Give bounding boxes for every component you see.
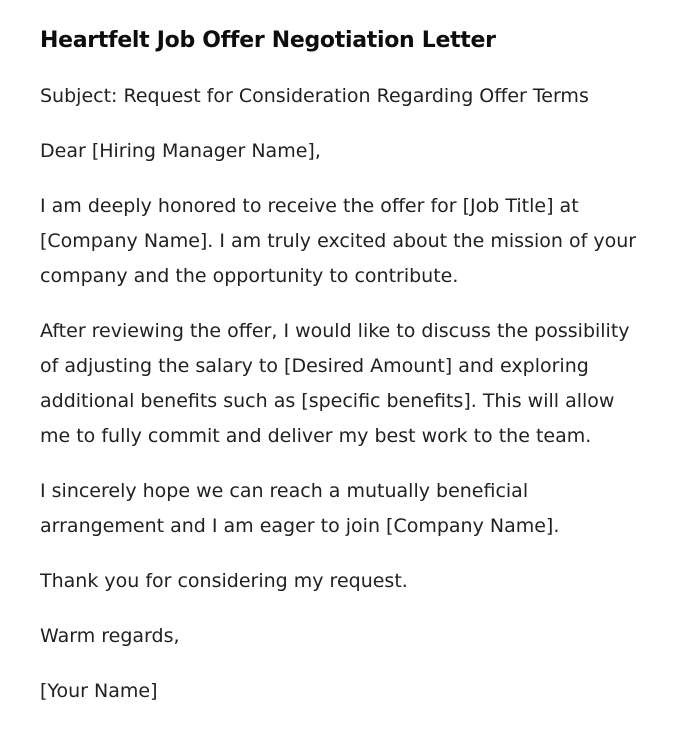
salutation: Dear [Hiring Manager Name], [40,140,321,162]
paragraph-thanks: Thank you for considering my request. [40,570,408,592]
paragraph-negotiation-request: After reviewing the offer, I would like to discuss the possibility of adjusting the salary to [Desired Amount] and exploring additional benefits such as [specific benefits]. This will allow me to fully commit and deliver my best work to the team. [40,320,630,447]
subject-line: Subject: Request for Consideration Regarding Offer Terms [40,85,589,107]
paragraph-mutual-benefit: I sincerely hope we can reach a mutually beneficial arrangement and I am eager to join [Company Name]. [40,480,560,537]
page-title: Heartfelt Job Offer Negotiation Letter [40,28,496,53]
closing: Warm regards, [40,625,180,647]
paragraph-intro: I am deeply honored to receive the offer for [Job Title] at [Company Name]. I am truly excited about the mission of your company and the opportunity to contribute. [40,195,637,287]
signature-placeholder: [Your Name] [40,680,158,702]
